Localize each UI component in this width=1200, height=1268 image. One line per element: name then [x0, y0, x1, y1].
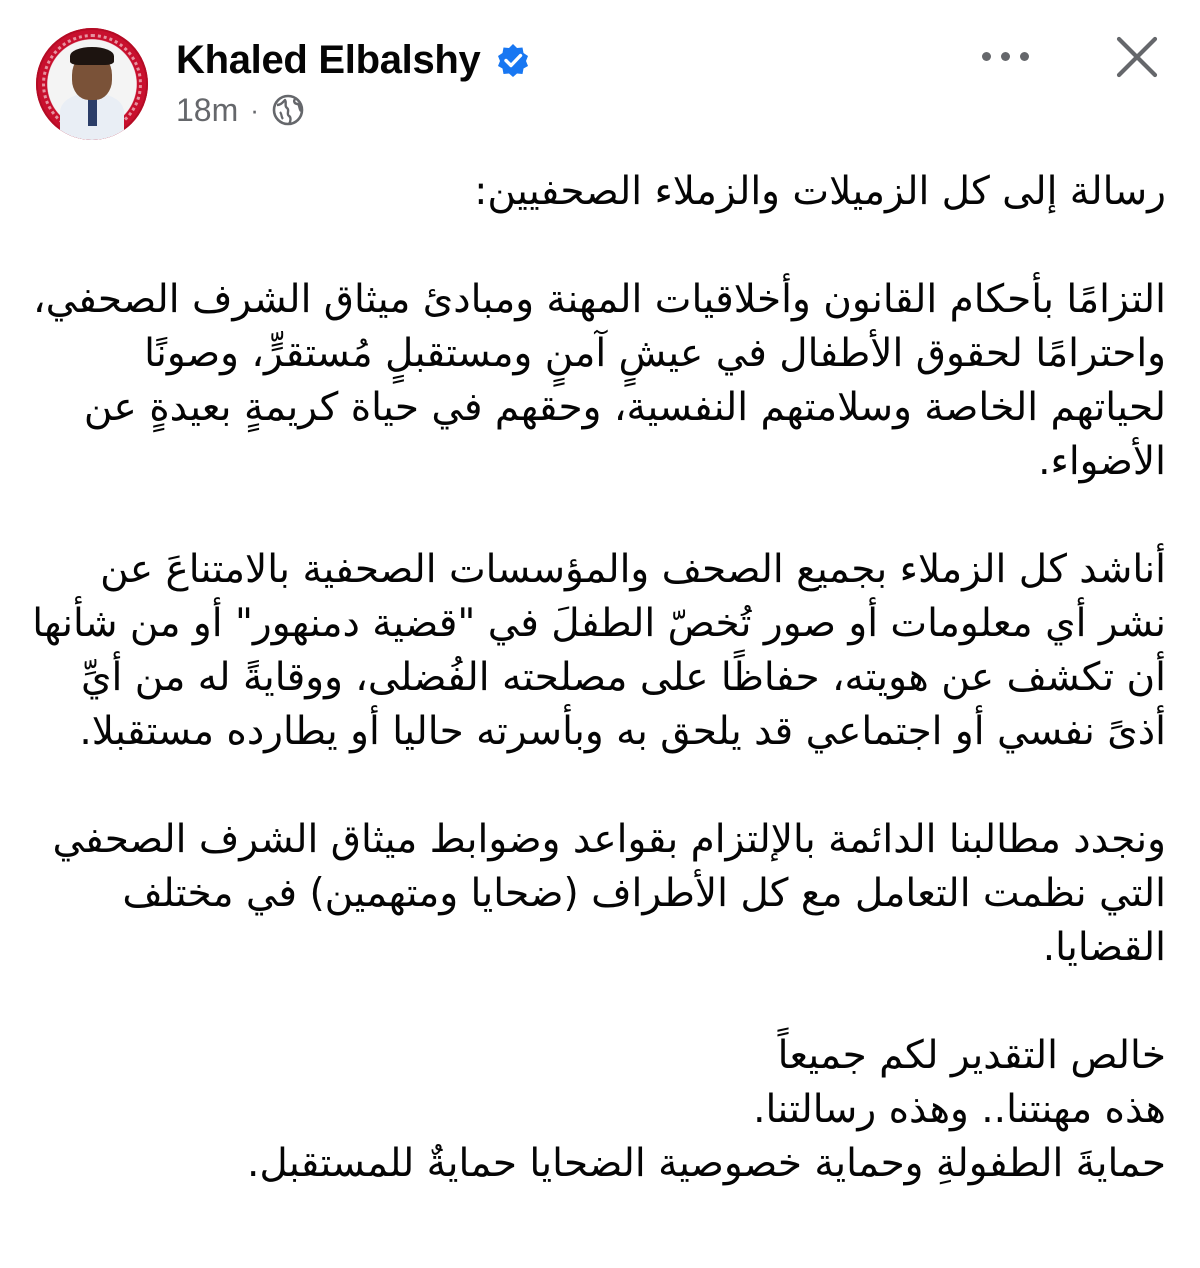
post-closing — [30, 1029, 1166, 1191]
post-paragraph: التزامًا بأحكام القانون وأخلاقيات المهنة ومبادئ ميثاق الشرف الصحفي، واحترامًا لحقوق الأطفال في عيشٍ آمنٍ ومستقبلٍ مُستقرٍّ، وصونًا لحياتهم الخاصة وسلامتهم النفسية، وحقهم في حياة كريمةٍ بعيدةٍ عن الأضواء. — [33, 277, 1166, 484]
avatar[interactable] — [36, 28, 148, 140]
post-timestamp[interactable]: 18m — [176, 91, 239, 128]
more-options-button[interactable] — [950, 26, 1060, 86]
post-text — [30, 165, 1166, 1191]
post-paragraph: أناشد كل الزملاء بجميع الصحف والمؤسسات الصحفية بالامتناعَ عن نشر أي معلومات أو صور تُخصّ الطفلَ في "قضية دمنهور" أو من شأنها أن تكشف عن هويته، حفاظًا على مصلحته الفُضلى، ووقايةً له من أيِّ أذىً نفسي أو اجتماعي قد يلحق به وبأسرته حاليا أو يطارده مستقبلا. — [32, 547, 1166, 754]
post-header — [0, 0, 1200, 150]
author-name[interactable]: Khaled Elbalshy — [176, 37, 481, 82]
post-paragraph: ونجدد مطالبنا الدائمة بالإلتزام بقواعد وضوابط ميثاق الشرف الصحفي التي نظمت التعامل مع كل الأطراف (ضحايا ومتهمين) في مختلف القضايا. — [52, 817, 1166, 970]
avatar-tie — [88, 98, 97, 126]
closing-line: خالص التقدير لكم جميعاً — [777, 1033, 1166, 1078]
post-meta — [176, 88, 305, 132]
close-button[interactable] — [1100, 20, 1174, 94]
more-options-icon — [982, 52, 991, 61]
more-options-icon — [1001, 52, 1010, 61]
post-greeting: رسالة إلى كل الزميلات والزملاء الصحفيين: — [474, 169, 1166, 214]
meta-separator: · — [250, 94, 259, 125]
author-row — [176, 34, 531, 86]
avatar-hair — [70, 47, 114, 65]
verified-badge-icon — [495, 42, 531, 78]
more-options-icon — [1020, 52, 1029, 61]
closing-line: حمايةَ الطفولةِ وحماية خصوصية الضحايا حمايةٌ للمستقبل. — [246, 1141, 1166, 1186]
close-icon — [1115, 35, 1159, 79]
closing-line: هذه مهنتنا.. وهذه رسالتنا. — [753, 1087, 1166, 1132]
globe-icon[interactable] — [271, 93, 305, 127]
